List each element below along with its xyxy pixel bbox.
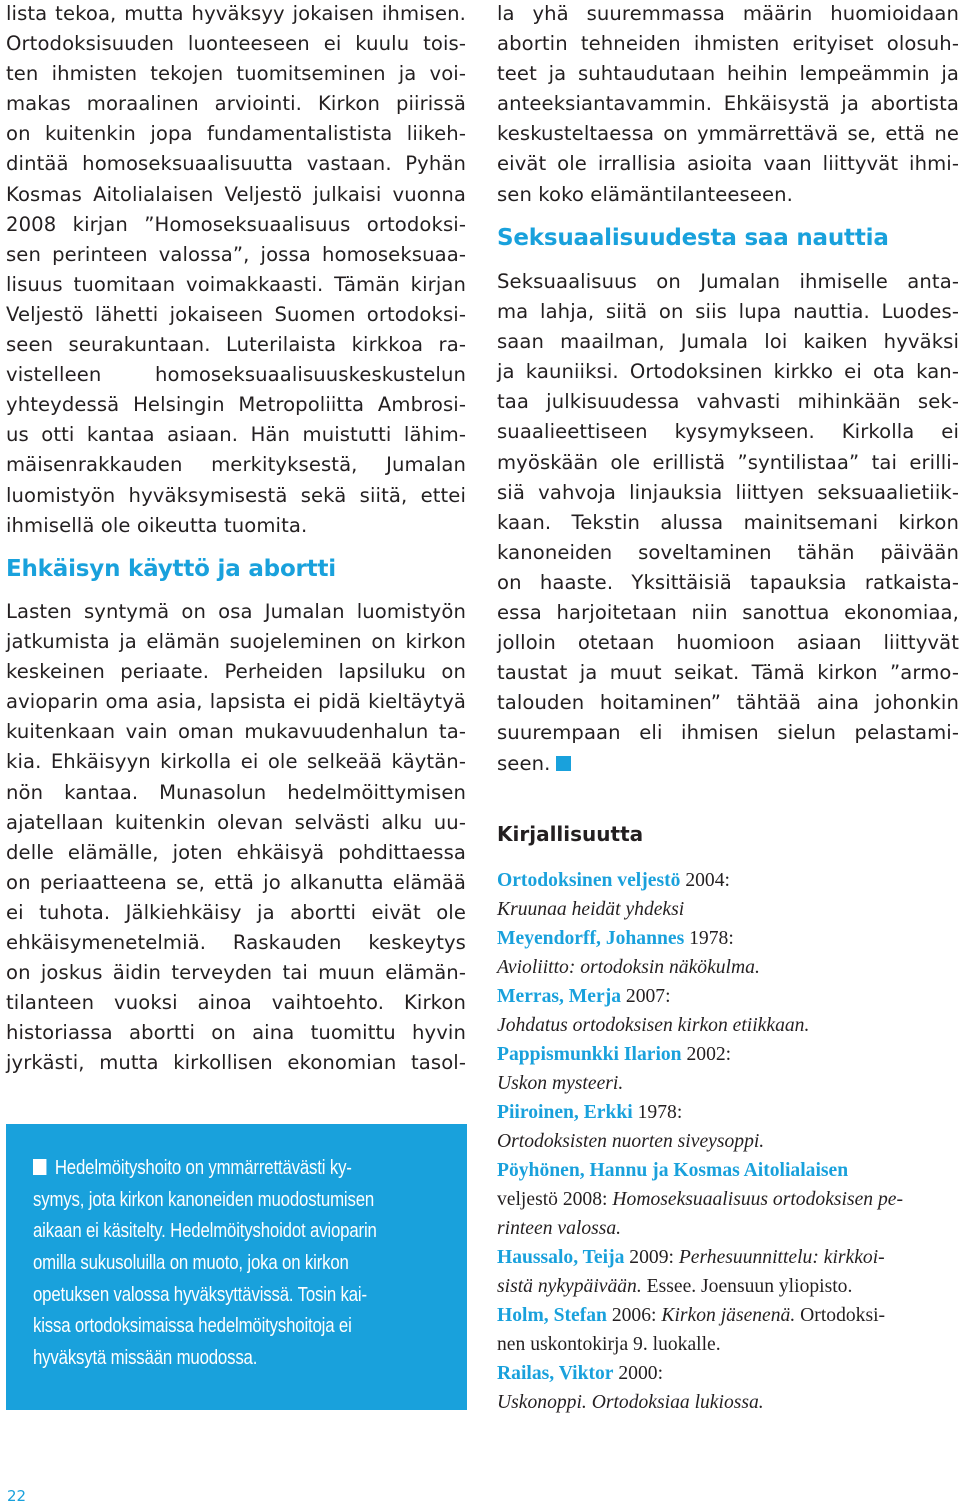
info-line: hyväksytä missään muodossa. bbox=[33, 1347, 258, 1370]
right-paragraph-2 bbox=[497, 267, 959, 779]
reference-line bbox=[497, 1069, 959, 1098]
reference-line bbox=[497, 1301, 959, 1330]
reference-title: Johdatus ortodoksisen kirkon etiikkaan. bbox=[497, 1015, 810, 1036]
reference-line bbox=[497, 1243, 959, 1272]
reference-title: Kruunaa heidät yhdeksi bbox=[497, 899, 685, 920]
text-line: luomistyön hyväksymisestä sekä siitä, ettei bbox=[6, 483, 466, 507]
reference-line bbox=[497, 1330, 959, 1359]
text-line: la yhä suuremmassa määrin huomioidaan bbox=[497, 2, 959, 25]
text-line: on kuitenkin jopa fundamentalistista liikeh- bbox=[6, 122, 466, 146]
text-line: on periaatteena se, että jo alkanutta elämää bbox=[6, 870, 466, 894]
text-line: ja kauniiksi. Ortodoksinen kirkko ei ota kan- bbox=[497, 360, 959, 384]
reference-line bbox=[497, 1272, 959, 1301]
reference-line bbox=[497, 982, 959, 1011]
text-line: ihmisellä ole oikeutta tuomita. bbox=[6, 513, 308, 537]
text-line: kia. Ehkäisyyn kirkolla ei ole selkeää käytän- bbox=[6, 750, 466, 774]
text-line: jyrkästi, mutta kirkollisen ekonomian tasol- bbox=[6, 1051, 466, 1075]
reference-year: 1978: bbox=[632, 1102, 683, 1123]
text-line: Veljestö lähetti jokaiseen Suomen ortodoksi- bbox=[6, 302, 466, 326]
reference-line bbox=[497, 1156, 959, 1185]
reference-year: 2006: bbox=[606, 1305, 662, 1326]
reference-author: Pappismunkki Ilarion bbox=[497, 1044, 682, 1065]
reference-line bbox=[497, 1098, 959, 1127]
info-line-text: Hedelmöityshoito on ymmärrettävästi ky- bbox=[54, 1157, 352, 1179]
reference-year: veljestö 2008: bbox=[497, 1189, 613, 1210]
reference-line bbox=[497, 924, 959, 953]
info-line: omilla sukusoluilla on muoto, joka on kirkon bbox=[33, 1252, 349, 1275]
square-bullet-icon bbox=[33, 1159, 46, 1175]
text-line-end bbox=[497, 749, 959, 779]
reference-author: Pöyhönen, Hannu ja Kosmas Aitolialaisen bbox=[497, 1160, 849, 1181]
text-line: ehkäisymenetelmiä. Raskauden keskeytys bbox=[6, 931, 466, 955]
reference-title: rinteen valossa. bbox=[497, 1218, 622, 1239]
reference-year: 2002: bbox=[681, 1044, 732, 1065]
section-heading-ehkaisy: Ehkäisyn käyttö ja abortti bbox=[6, 556, 336, 582]
text-line: myöskään ole erillistä ”syntilistaa” tai erilli- bbox=[497, 450, 959, 474]
text-line: keskeinen periaate. Perheiden lapsiluku on bbox=[6, 660, 466, 684]
text-line: Lasten syntymä on osa Jumalan luomistyön bbox=[6, 600, 466, 623]
text-line: ten ihmisten tekojen tuomitseminen ja voi- bbox=[6, 62, 466, 86]
text-line: tilanteen vuoksi ainoa vaihtoehto. Kirkon bbox=[6, 991, 466, 1015]
text-line: ajatellaan kuitenkin olevan selvästi alku uu- bbox=[6, 810, 466, 834]
reference-line bbox=[497, 866, 959, 895]
text-line: Kosmas Aitolialaisen Veljestö julkaisi vuonna bbox=[6, 182, 466, 206]
reference-title: Homoseksuaalisuus ortodoksisen pe- bbox=[612, 1189, 903, 1210]
text-line: seen seurakuntaan. Luterilaista kirkkoa ra- bbox=[6, 333, 466, 357]
reference-note: nen uskontokirja 9. luokalle. bbox=[497, 1334, 721, 1355]
text-line: vistelleen homoseksuaalisuuskeskustelun bbox=[6, 363, 466, 387]
text-line: avioparin oma asia, lapsista ei pidä kieltäytyä bbox=[6, 690, 466, 714]
info-line: kissa ortodoksimaissa hedelmöityshoitoja ei bbox=[33, 1315, 352, 1338]
text-line: lisuus tuomitaan voimakkaasti. Tämän kirjan bbox=[6, 272, 466, 296]
text-line: on joskus äidin terveyden tai muun elämän- bbox=[6, 961, 466, 985]
text-line: us otti kantaa asiaan. Hän muistutti lähim- bbox=[6, 423, 466, 447]
text-line: sen koko elämäntilanteeseen. bbox=[497, 182, 793, 206]
text-line: anteeksiantavammin. Ehkäisystä ja abortista bbox=[497, 92, 959, 116]
text-line: teet ja suhtaudutaan heihin lempeämmin ja bbox=[497, 62, 959, 86]
reference-author: Merras, Merja bbox=[497, 986, 622, 1007]
info-box bbox=[6, 1124, 467, 1410]
text-line: ma lahja, siitä on siis lupa nauttia. Luodes- bbox=[497, 300, 959, 324]
info-line: aikaan ei käsitelty. Hedelmöityshoidot avioparin bbox=[33, 1220, 377, 1243]
end-mark-square-icon bbox=[556, 756, 571, 771]
info-line: symys, jota kirkon kanoneiden muodostumisen bbox=[33, 1188, 375, 1211]
text-line: kuitenkaan vain oman mukavuudenhalun ta- bbox=[6, 720, 466, 744]
text-line: suaalieettiseen kysymykseen. Kirkolla ei bbox=[497, 420, 959, 444]
reference-title: Ortodoksisten nuorten siveysoppi. bbox=[497, 1131, 765, 1152]
reference-title: Uskon mysteeri. bbox=[497, 1073, 624, 1094]
reference-title: Uskonoppi. Ortodoksiaa lukiossa. bbox=[497, 1392, 764, 1413]
text-line: jatkumista ja elämän suojeleminen on kirkon bbox=[6, 630, 466, 654]
text-line: taustat ja muut seikat. Tämä kirkon ”armo- bbox=[497, 661, 959, 685]
text-line: mäisenrakkauden merkityksestä, Jumalan bbox=[6, 453, 466, 477]
reference-title: Kirkon jäsenenä. bbox=[661, 1305, 796, 1326]
reference-line bbox=[497, 895, 959, 924]
reference-note: Essee. Joensuun yliopisto. bbox=[641, 1276, 853, 1297]
reference-title: Avioliitto: ortodoksin näkökulma. bbox=[497, 957, 760, 978]
text-line: lista tekoa, mutta hyväksyy jokaisen ihmisen. bbox=[6, 2, 466, 25]
reference-year: 2007: bbox=[621, 986, 671, 1007]
text-line: essa harjoitetaan niin sanottua ekonomiaa, bbox=[497, 601, 959, 625]
reference-note: Ortodoksi- bbox=[795, 1305, 886, 1326]
reference-line bbox=[497, 1359, 959, 1388]
reference-year: 2009: bbox=[624, 1247, 679, 1268]
text-line: taa julkisuudessa vahvasti mihinkään sek- bbox=[497, 390, 959, 414]
page-number: 22 bbox=[7, 1487, 27, 1505]
reference-line bbox=[497, 1011, 959, 1040]
reference-line bbox=[497, 1214, 959, 1243]
right-paragraph-1 bbox=[497, 0, 959, 210]
reference-line bbox=[497, 1185, 959, 1214]
reference-line bbox=[497, 1127, 959, 1156]
text-line: delle elämälle, joten ehkäisyä pohdittaessa bbox=[6, 840, 466, 864]
info-line bbox=[33, 1153, 386, 1185]
text-line: saan maailman, Jumala loi kaiken hyväksi bbox=[497, 330, 959, 354]
section-heading-seksuaalisuus: Seksuaalisuudesta saa nauttia bbox=[497, 225, 889, 251]
reference-author: Haussalo, Teija bbox=[497, 1247, 625, 1268]
reference-author: Piiroinen, Erkki bbox=[497, 1102, 633, 1123]
reference-year: 2000: bbox=[613, 1363, 664, 1384]
reference-year: 1978: bbox=[684, 928, 734, 949]
text-line: keskusteltaessa on ymmärrettävä se, että ne bbox=[497, 122, 959, 146]
left-paragraph-1 bbox=[6, 0, 466, 541]
text-line: 2008 kirjan ”Homoseksuaalisuus ortodoksi- bbox=[6, 212, 466, 236]
text-line: eivät ole irrallisia asioita vaan liittyvät ihmi- bbox=[497, 152, 959, 176]
text-line: Seksuaalisuus on Jumalan ihmiselle anta- bbox=[497, 270, 959, 293]
text-line: talouden hoitaminen” tähtää aina johonkin bbox=[497, 691, 959, 715]
reference-year: 2004: bbox=[680, 870, 730, 891]
reference-author: Ortodoksinen veljestö bbox=[497, 870, 681, 891]
reference-author: Railas, Viktor bbox=[497, 1363, 614, 1384]
text-line: yhteydessä Helsingin Metropoliitta Ambrosi- bbox=[6, 393, 466, 417]
literature-list bbox=[497, 866, 959, 1417]
text-line: sen perinteen valossa”, jossa homoseksuaa- bbox=[6, 242, 466, 266]
reference-line bbox=[497, 1388, 959, 1417]
text-line: jolloin otetaan huomioon asiaan liittyvät bbox=[497, 631, 959, 655]
literature-title: Kirjallisuutta bbox=[497, 822, 644, 846]
reference-author: Meyendorff, Johannes bbox=[497, 928, 685, 949]
info-line: opetuksen valossa hyväksyttävissä. Tosin kai- bbox=[33, 1283, 367, 1306]
text-line: ei tuhota. Jälkiehkäisy ja abortti eivät ole bbox=[6, 900, 466, 924]
info-box-text bbox=[33, 1153, 453, 1375]
left-paragraph-2 bbox=[6, 597, 466, 1079]
reference-title: Perhesuunnittelu: kirkkoi- bbox=[678, 1247, 885, 1268]
text-line: nön kantaa. Munasolun hedelmöittymisen bbox=[6, 780, 466, 804]
text-line: Ortodoksisuuden luonteeseen ei kuulu tois- bbox=[6, 32, 466, 56]
text-line: kanoneiden soveltaminen tähän päivään bbox=[497, 540, 959, 564]
text-line: makas moraalinen arviointi. Kirkon piirissä bbox=[6, 92, 466, 116]
reference-line bbox=[497, 953, 959, 982]
text-line: abortin tehneiden ihmisten erityiset olosuh- bbox=[497, 32, 959, 56]
reference-line bbox=[497, 1040, 959, 1069]
reference-title: sistä nykypäivään. bbox=[497, 1276, 642, 1297]
text-line: historiassa abortti on aina tuomittu hyvin bbox=[6, 1021, 466, 1045]
text-line: dintää homoseksuaalisuutta vastaan. Pyhän bbox=[6, 152, 466, 176]
text-line: kaan. Tekstin alussa mainitsemani kirkon bbox=[497, 510, 959, 534]
text-line: siä vahvoja linjauksia liittyen seksuaalietiik- bbox=[497, 480, 959, 504]
text-line: on haaste. Yksittäisiä tapauksia ratkaista- bbox=[497, 570, 959, 594]
reference-author: Holm, Stefan bbox=[497, 1305, 607, 1326]
text-line: seen. bbox=[497, 751, 551, 775]
text-line: suurempaan eli ihmisen sielun pelastami- bbox=[497, 721, 959, 745]
